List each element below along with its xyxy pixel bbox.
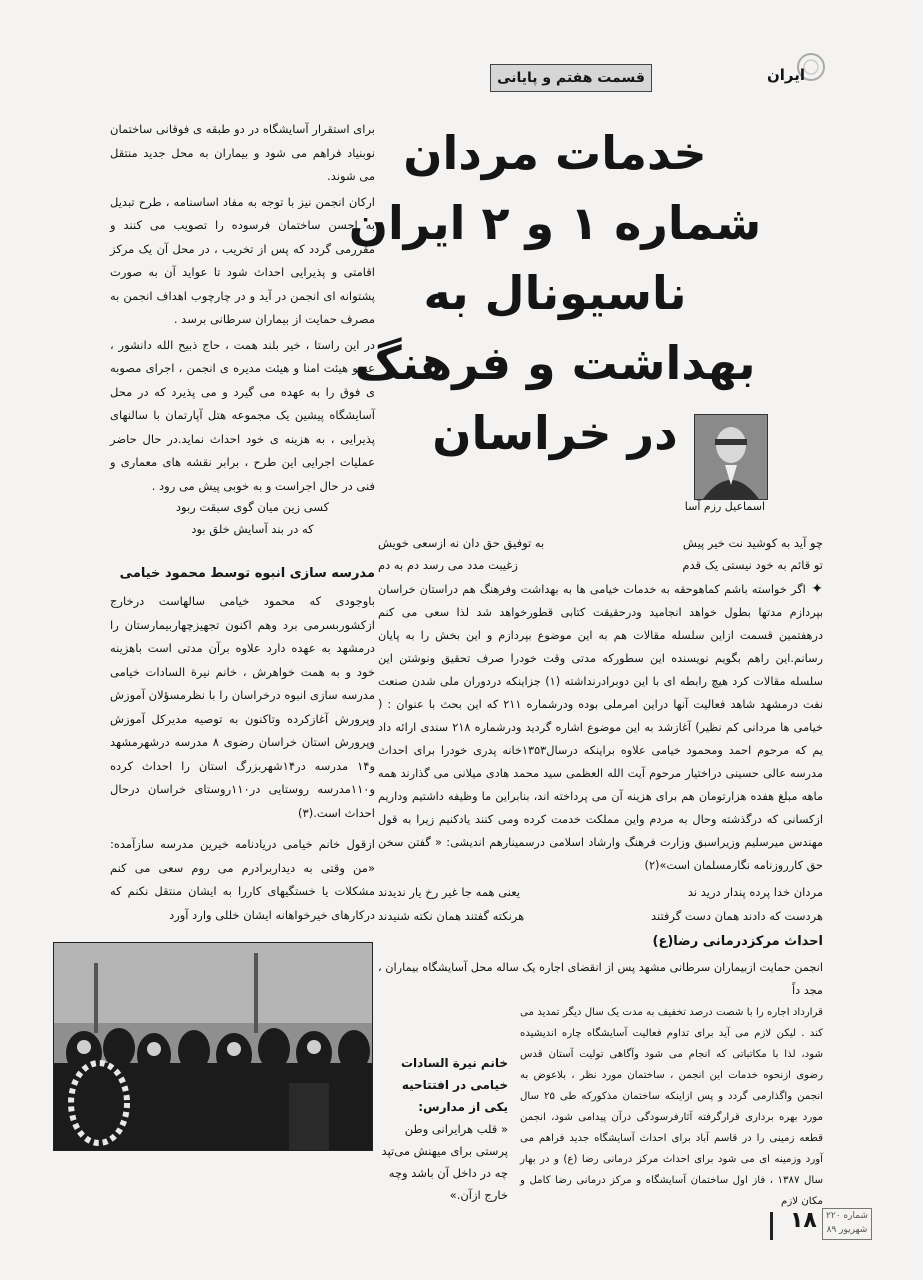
- intro-text: [378, 578, 823, 877]
- issue-info: [822, 1208, 872, 1240]
- intro-icon: ✦: [805, 581, 824, 597]
- page-number: ۱۸: [790, 1208, 817, 1233]
- section1-body: قرارداد اجاره را با شصت درصد تخفیف به مدت یک سال دیگر تمدید می کند . لیکن لازم می آید برای تداوم فعالیت آسایشگاه چاره اندیشیده شود، لذا با مکاتباتی که انجام می شود وآگاهی تولیت آستان قدس رضوی ازنحوه خدمات این انجمن ، ساختمان مورد نظر ، بلاعوض به انجمن واگذارمی گردد و پس ازاینکه ساختمان مذکورکه طی ۲۵ سال مورد بهره برداری قرارگرفته آثارفرسودگی درآن پیدامی شود، انجمن قطعه زمینی را در قاسم آباد برای احداث آسایشگاه جدید فراهم می آورد وزمینه ای می شود برای احداث مرکز درمانی رضا (ع) و در بهار سال ۱۳۸۷ ، فاز اول ساختمان آسایشگاه و مرکز درمانی رضا کامل و مکان لازم: [520, 1007, 824, 1207]
- poem-hemistich: یعنی همه جا غیر رخ یار ندیدند: [378, 885, 521, 899]
- section2-heading: مدرسه سازی انبوه توسط محمود خیامی: [119, 566, 375, 581]
- footer-divider: [770, 1212, 773, 1240]
- poem-2: [378, 880, 823, 928]
- school-opening-photo: [53, 942, 373, 1151]
- photo-caption: [378, 1052, 508, 1206]
- issue-number: شماره ۲۲۰: [826, 1211, 868, 1221]
- author-photo: [694, 414, 768, 500]
- poem-1: [378, 532, 823, 576]
- verse-line: کسی زین میان گوی سبقت ربود: [175, 500, 330, 514]
- section1-first-line: انجمن حمایت ازبیماران سرطانی مشهد پس از انقضای اجاره یک ساله محل آسایشگاه بیماران ، مجد داً: [378, 961, 823, 997]
- series-tag: قسمت هفتم و پایانی: [490, 64, 652, 92]
- left-paragraph: برای استقرار آسایشگاه در دو طبقه ی فوقانی ساختمان نوبنیاد فراهم می شود و بیماران به محل جدید منتقل می شوند.: [110, 122, 375, 183]
- poem-hemistich: مردان خدا پرده پندار درید ند: [687, 885, 823, 899]
- left-paragraph: ارکان انجمن نیز با توجه به مفاد اساسنامه ، طرح تبدیل به احسن ساختمان فرسوده را تصویب می کنند و مقررمی گردد که پس از تخریب ، در محل آن یک مرکز اقامتی و پذیرایی احداث شود تا عواید آن به صورت پشتوانه ای انجمن در آید و در چارچوب اهداف انجمن به مصرف حمایت از بیماران سرطانی برسد .: [110, 194, 375, 326]
- magazine-name: ایران: [766, 66, 805, 84]
- poem-hemistich: هرنکته گفتند همان نکته شنیدند: [378, 909, 525, 923]
- section2-paragraph: باوجودی که محمود خیامی سالهاست درخارج ازکشوربسرمی برد وهم اکنون تجهیزچهاربیمارستان را درمشهد به عهده دارد علاوه برآن مدتی است باهزینه خود و به همت خواهرش ، خانم نیرة السادات خیامی مدرسه سازی انبوه درخراسان را با نظرمسؤلان آموزش وپرورش آغازکرده وتاکنون به توصیه مدیرکل آموزش وپرورش استان خراسان رضوی ۸ مدرسه درشهرمشهد و۱۴ مدرسه در۱۴شهربزرگ استان را احداث کرده و۱۱۰مدرسه روستایی در۱۱۰روستای خراسان درحال احداث است.(۳): [110, 594, 376, 820]
- poem-hemistich: هردست که دادند همان دست گرفتند: [650, 909, 823, 923]
- section2-paragraph: ازقول خانم خیامی دریادنامه خیرین مدرسه سازآمده: «من وقتی به دیداربرادرم می روم سعی می کنم مشکلات یا خستگیهای کاررا به ایشان منتقل نکنم که درکارهای خیرخواهانه ایشان خللی وارد آورد: [110, 837, 375, 922]
- section2-body: [110, 590, 375, 927]
- author-name: اسماعیل رزم آسا: [684, 500, 765, 513]
- issue-date: شهریور ۸۹: [826, 1225, 868, 1235]
- caption-text: « قلب هرایرانی وطن پرستی برای میهنش می‌تپد چه در داخل آن باشد وچه خارج ازآن.»: [381, 1122, 508, 1202]
- left-verse: [130, 496, 375, 540]
- intro-paragraph: اگر خواسته باشم کماهوحقه به خدمات خیامی ها به بهداشت وفرهنگ هم دراستان خراسان بپردازم مدتها بطول خواهد انجامید ودرحقیقت کتابی قطورخواهد شد لذا سعی می کنم درهفتمین قسمت ازاین سلسله مقالات هم به این موضوع بپردازم و این بخش را به پایان رسانم.این راهم بگویم نویسنده این سطورکه مدتی وقت خودرا صرف تحقیق ونوشتن این سلسله مقالات کرد هیچ رابطه ای با این دوبرادرنداشته (۱) جزاینکه دردوران ملی شدن صنعت نفت درمشهد شاهد فعالیت آنها دراین امرملی بوده ودرشماره ۲۱۱ که این بحث با عنوان : ( خیامی ها مردانی کم نظیر) آغازشد به این موضوع اشاره گردید ودرشماره ۲۱۸ سندی ارائه داد یم که مرحوم احمد ومحمود خیامی علاوه براینکه درسال۱۳۵۳خانه پدری خودرا برای احداث مدرسه عالی حسینی دراختیار مرحوم آیت الله العظمی سید محمد هادی میلانی می گذارند همه ماهه مبلغ هفده هزارتومان هم برای هزینه آن می پرداخته اند، بنابراین ما وظیفه داشتیم وداریم ازکسانی که درگذشته وحال به مردم واین مملکت خدمت کرده ومی کنند یادکنیم زیرا به قول مهندس میرسلیم وزیراسبق وزارت فرهنگ وارشاد اسلامی درسمینارهم اندیشی: « گفتن سخن حق کارروزنامه نگارمسلمان است»(۲): [378, 583, 823, 872]
- poem-hemistich: زغیبت مدد می رسد دم به دم: [378, 558, 518, 572]
- verse-line: که در بند آسایش خلق بود: [191, 522, 314, 536]
- article-title: خدمات مردان شماره ۱ و ۲ ایران ناسیونال به بهداشت و فرهنگ در خراسان: [348, 126, 762, 460]
- poem-hemistich: به توفیق حق دان نه ازسعی خویش: [378, 536, 545, 550]
- poem-hemistich: چو آید به کوشید نت خیر پیش: [682, 536, 823, 550]
- poem-hemistich: تو قائم به خود نیستی یک قدم: [682, 558, 823, 572]
- caption-title: خانم نیرة السادات خیامی در افتتاحیه یکی از مدارس:: [400, 1056, 508, 1114]
- left-paragraph: در این راستا ، خیر بلند همت ، حاج ذبیح الله دانشور ، عضو هیئت امنا و هیئت مدیره ی انجمن ، اجرای مصوبه ی فوق را به عهده می گیرد و می پذیرد که در محل آسایشگاه پیشین یک مجموعه هتل آپارتمان با سالنهای پذیرایی ، به هزینه ی خود احداث نماید.در حال حاضر عملیات اجرایی این طرح ، برابر نقشه های معماری و فنی در حال اجراست و به خوبی پیش می رود .: [110, 337, 375, 493]
- section1-heading: احداث مرکزدرمانی رضا(ع): [652, 934, 823, 949]
- left-column: [110, 118, 375, 500]
